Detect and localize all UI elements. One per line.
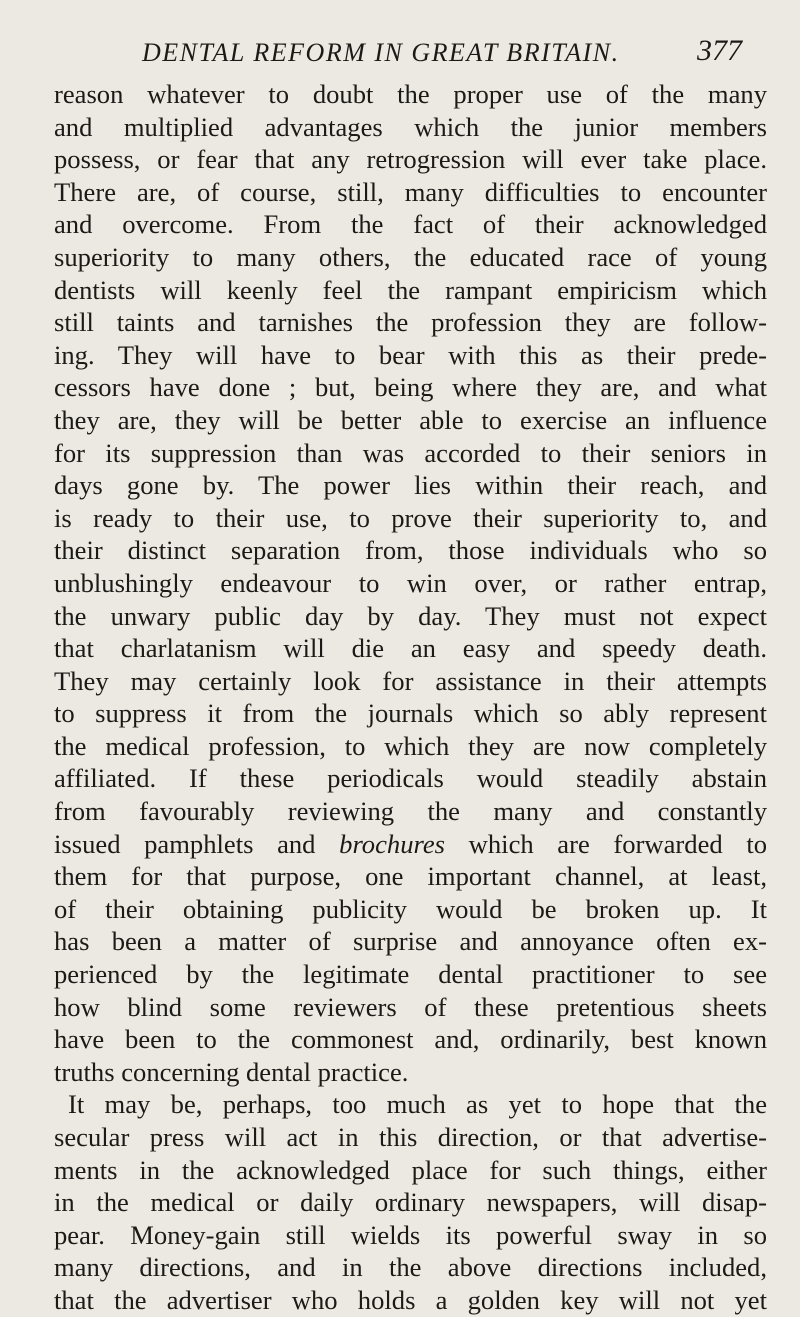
text-line: has been a matter of surprise and annoyance often ex-	[54, 926, 767, 957]
text-line: the medical profession, to which they are now completely	[54, 730, 767, 761]
running-head	[142, 32, 742, 68]
text-line: days gone by. The power lies within their reach, and	[54, 470, 767, 501]
text-line: that charlatanism will die an easy and speedy death.	[54, 633, 767, 664]
text-line: possess, or fear that any retrogression will ever take place.	[54, 144, 767, 175]
text-segment: which are forwarded to	[468, 828, 768, 859]
text-line: superiority to many others, the educated race of young	[54, 241, 767, 272]
text-line: their distinct separation from, those individuals who so	[54, 535, 767, 566]
running-title: DENTAL REFORM IN GREAT BRITAIN.	[142, 38, 620, 67]
text-line: to suppress it from the journals which so ably represent	[54, 698, 767, 729]
text-segment: issued pamphlets and	[54, 828, 316, 859]
text-line: dentists will keenly feel the rampant empiricism which	[54, 274, 767, 305]
text-line: and multiplied advantages which the junior members	[54, 111, 767, 142]
italic-word: brochures	[339, 828, 446, 859]
text-line: the unwary public day by day. They must not expect	[54, 600, 767, 631]
text-line: how blind some reviewers of these pretentious sheets	[54, 991, 767, 1022]
text-line: affiliated. If these periodicals would steadily abstain	[54, 763, 767, 794]
text-line: they are, they will be better able to exercise an influence	[54, 404, 767, 435]
text-line: of their obtaining publicity would be broken up. It	[54, 893, 767, 924]
text-line: perienced by the legitimate dental practitioner to see	[54, 959, 767, 990]
text-line: They may certainly look for assistance in their attempts	[54, 665, 767, 696]
text-line: There are, of course, still, many difficulties to encounter	[54, 176, 767, 207]
text-line: ments in the acknowledged place for such things, either	[54, 1154, 767, 1185]
text-line: them for that purpose, one important channel, at least,	[54, 861, 767, 892]
text-line-with-italic	[54, 828, 767, 861]
text-line: and overcome. From the fact of their acknowledged	[54, 209, 767, 240]
text-line: many directions, and in the above directions included,	[54, 1252, 767, 1283]
paragraph-end-line: truths concerning dental practice.	[54, 1056, 409, 1087]
text-line: for its suppression than was accorded to their seniors in	[54, 437, 767, 468]
text-line: have been to the commonest and, ordinarily, best known	[54, 1024, 767, 1055]
text-line: is ready to their use, to prove their superiority to, and	[54, 502, 767, 533]
text-line: in the medical or daily ordinary newspapers, will disap-	[54, 1187, 767, 1218]
paragraph-start-line: It may be, perhaps, too much as yet to hope that the	[68, 1089, 767, 1120]
page-number: 377	[697, 34, 742, 67]
text-line: unblushingly endeavour to win over, or rather entrap,	[54, 567, 767, 598]
text-line: ing. They will have to bear with this as their prede-	[54, 339, 767, 370]
text-line: cessors have done ; but, being where they are, and what	[54, 372, 767, 403]
text-line: that the advertiser who holds a golden key will not yet	[54, 1284, 767, 1315]
body-text	[54, 78, 767, 1317]
text-line: secular press will act in this direction, or that advertise-	[54, 1122, 767, 1152]
text-line: reason whatever to doubt the proper use of the many	[54, 79, 767, 109]
text-line: still taints and tarnishes the profession they are follow-	[54, 307, 767, 338]
text-line: from favourably reviewing the many and constantly	[54, 796, 767, 827]
text-line: pear. Money-gain still wields its powerful sway in so	[54, 1219, 767, 1250]
